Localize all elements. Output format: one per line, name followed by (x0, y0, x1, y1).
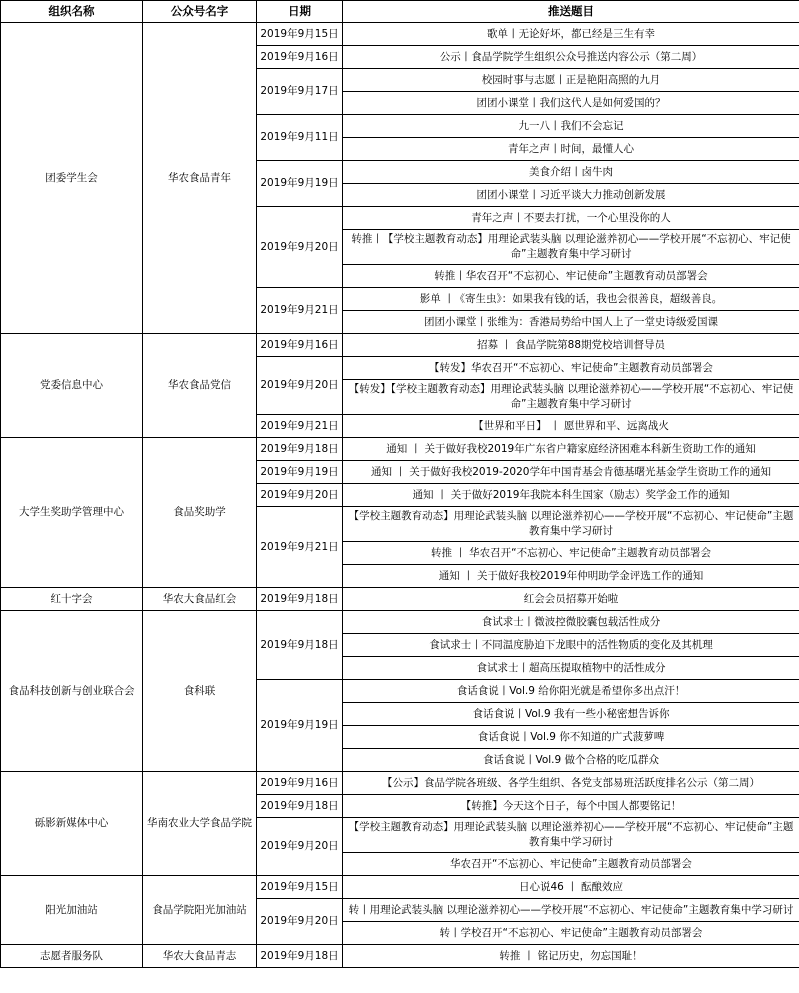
org-cell: 砾影新媒体中心 (1, 772, 143, 876)
date-cell: 2019年9月20日 (257, 357, 343, 415)
title-cell: 美食介绍丨卤牛肉 (343, 161, 799, 184)
account-cell: 华农食品青年 (143, 23, 257, 334)
title-cell: 食话食说丨Vol.9 我有一些小秘密想告诉你 (343, 703, 799, 726)
org-cell: 食品科技创新与创业联合会 (1, 611, 143, 772)
date-cell: 2019年9月15日 (257, 23, 343, 46)
header-row (1, 1, 799, 23)
date-cell: 2019年9月16日 (257, 334, 343, 357)
title-cell: 【转发】【学校主题教育动态】用理论武装头脑 以理论滋养初心——学校开展“不忘初心、牢记使命”主题教育集中学习研讨 (343, 380, 799, 415)
account-cell: 华农食品党信 (143, 334, 257, 438)
title-cell: 【学校主题教育动态】用理论武装头脑 以理论滋养初心——学校开展“不忘初心、牢记使命”主题教育集中学习研讨 (343, 818, 799, 853)
account-cell: 华农大食品红会 (143, 588, 257, 611)
date-cell: 2019年9月21日 (257, 288, 343, 334)
title-cell: 公示丨食品学院学生组织公众号推送内容公示（第二周） (343, 46, 799, 69)
title-cell: 通知 丨 关于做好我校2019年仲明助学金评选工作的通知 (343, 565, 799, 588)
account-cell: 食科联 (143, 611, 257, 772)
date-cell: 2019年9月21日 (257, 415, 343, 438)
table-row (1, 876, 799, 899)
date-cell: 2019年9月11日 (257, 115, 343, 161)
title-cell: 通知 丨 关于做好2019年我院本科生国家（励志）奖学金工作的通知 (343, 484, 799, 507)
title-cell: 转丨学校召开“不忘初心、牢记使命”主题教育动员部署会 (343, 922, 799, 945)
title-cell: 【转推】今天这个日子，每个中国人都要铭记！ (343, 795, 799, 818)
date-cell: 2019年9月20日 (257, 484, 343, 507)
date-cell: 2019年9月18日 (257, 945, 343, 968)
org-cell: 党委信息中心 (1, 334, 143, 438)
org-cell: 团委学生会 (1, 23, 143, 334)
date-cell: 2019年9月20日 (257, 818, 343, 876)
title-cell: 通知 丨 关于做好我校2019-2020学年中国青基会肯德基曙光基金学生资助工作的通知 (343, 461, 799, 484)
date-cell: 2019年9月18日 (257, 611, 343, 680)
date-cell: 2019年9月19日 (257, 461, 343, 484)
title-cell: 九一八丨我们不会忘记 (343, 115, 799, 138)
title-cell: 日心说46 丨 酝酿效应 (343, 876, 799, 899)
account-cell: 食品学院阳光加油站 (143, 876, 257, 945)
table-row (1, 945, 799, 968)
header-account: 公众号名字 (143, 1, 257, 23)
table-row (1, 611, 799, 634)
header-title: 推送题目 (343, 1, 799, 23)
title-cell: 转推 丨 铭记历史，勿忘国耻！ (343, 945, 799, 968)
title-cell: 青年之声丨时间，最懂人心 (343, 138, 799, 161)
title-cell: 食话食说丨Vol.9 给你阳光就是希望你多出点汗！ (343, 680, 799, 703)
date-cell: 2019年9月19日 (257, 161, 343, 207)
title-cell: 红会会员招募开始啦 (343, 588, 799, 611)
title-cell: 转丨用理论武装头脑 以理论滋养初心——学校开展“不忘初心、牢记使命”主题教育集中学习研讨 (343, 899, 799, 922)
title-cell: 影单 丨《寄生虫》：如果我有钱的话，我也会很善良，超级善良。 (343, 288, 799, 311)
date-cell: 2019年9月15日 (257, 876, 343, 899)
date-cell: 2019年9月18日 (257, 438, 343, 461)
title-cell: 食话食说丨Vol.9 你不知道的广式菠萝啤 (343, 726, 799, 749)
header-date: 日期 (257, 1, 343, 23)
date-cell: 2019年9月20日 (257, 207, 343, 288)
title-cell: 歌单丨无论好坏，都已经是三生有幸 (343, 23, 799, 46)
title-cell: 招募 丨 食品学院第88期党校培训督导员 (343, 334, 799, 357)
title-cell: 转推 丨 华农召开“不忘初心、牢记使命”主题教育动员部署会 (343, 542, 799, 565)
title-cell: 校园时事与志愿丨正是艳阳高照的九月 (343, 69, 799, 92)
title-cell: 团团小课堂丨我们这代人是如何爱国的？ (343, 92, 799, 115)
title-cell: 【转发】华农召开“不忘初心、牢记使命”主题教育动员部署会 (343, 357, 799, 380)
table-row (1, 772, 799, 795)
date-cell: 2019年9月18日 (257, 588, 343, 611)
title-cell: 食试求士丨微波控微胶囊包载活性成分 (343, 611, 799, 634)
title-cell: 【公示】食品学院各班级、各学生组织、各党支部易班活跃度排名公示（第二周） (343, 772, 799, 795)
org-cell: 大学生奖助学管理中心 (1, 438, 143, 588)
header-org: 组织名称 (1, 1, 143, 23)
table-row (1, 438, 799, 461)
title-cell: 团团小课堂丨张维为：香港局势给中国人上了一堂史诗级爱国课 (343, 311, 799, 334)
org-cell: 阳光加油站 (1, 876, 143, 945)
title-cell: 通知 丨 关于做好我校2019年广东省户籍家庭经济困难本科新生资助工作的通知 (343, 438, 799, 461)
date-cell: 2019年9月16日 (257, 46, 343, 69)
table-row (1, 588, 799, 611)
title-cell: 食试求士丨不同温度胁迫下龙眼中的活性物质的变化及其机理 (343, 634, 799, 657)
org-cell: 红十字会 (1, 588, 143, 611)
account-cell: 华南农业大学食品学院 (143, 772, 257, 876)
account-cell: 华农大食品青志 (143, 945, 257, 968)
account-cell: 食品奖助学 (143, 438, 257, 588)
title-cell: 【世界和平日】 丨 愿世界和平、远离战火 (343, 415, 799, 438)
date-cell: 2019年9月19日 (257, 680, 343, 772)
title-cell: 转推丨华农召开“不忘初心、牢记使命”主题教育动员部署会 (343, 265, 799, 288)
title-cell: 华农召开“不忘初心、牢记使命”主题教育动员部署会 (343, 853, 799, 876)
title-cell: 食话食说丨Vol.9 做个合格的吃瓜群众 (343, 749, 799, 772)
table-row (1, 334, 799, 357)
title-cell: 转推丨【学校主题教育动态】用理论武装头脑 以理论滋养初心——学校开展“不忘初心、牢记使命”主题教育集中学习研讨 (343, 230, 799, 265)
date-cell: 2019年9月20日 (257, 899, 343, 945)
org-cell: 志愿者服务队 (1, 945, 143, 968)
title-cell: 【学校主题教育动态】用理论武装头脑 以理论滋养初心——学校开展“不忘初心、牢记使命”主题教育集中学习研讨 (343, 507, 799, 542)
date-cell: 2019年9月16日 (257, 772, 343, 795)
date-cell: 2019年9月17日 (257, 69, 343, 115)
title-cell: 团团小课堂丨习近平谈大力推动创新发展 (343, 184, 799, 207)
table-row (1, 23, 799, 46)
date-cell: 2019年9月18日 (257, 795, 343, 818)
date-cell: 2019年9月21日 (257, 507, 343, 588)
title-cell: 青年之声丨不要去打扰，一个心里没你的人 (343, 207, 799, 230)
title-cell: 食试求士丨超高压提取植物中的活性成分 (343, 657, 799, 680)
